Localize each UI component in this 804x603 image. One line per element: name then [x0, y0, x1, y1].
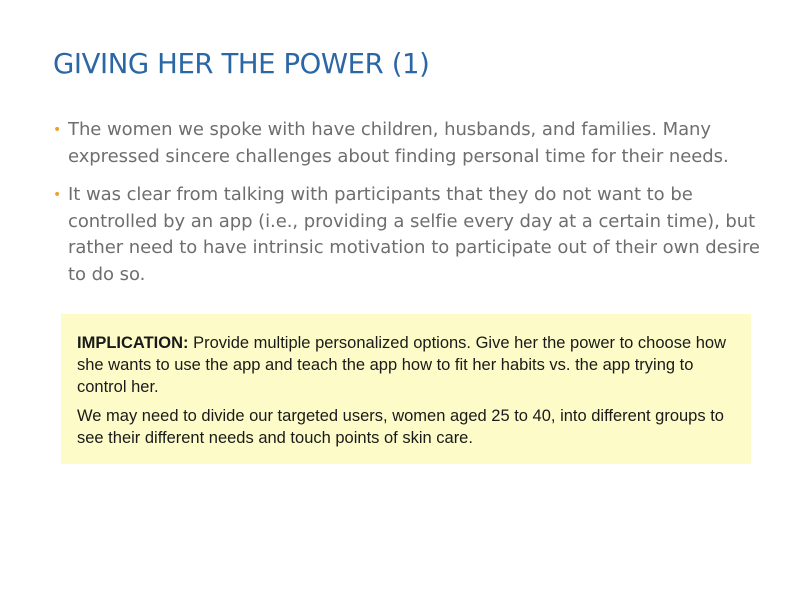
callout-text: Provide multiple personalized options. Give her the power to choose how she wants to use the app and teach the app how to fit her habits vs. the app trying to control her.	[77, 334, 726, 396]
callout-paragraph-1	[77, 332, 739, 398]
callout-label: IMPLICATION:	[77, 334, 189, 352]
callout-paragraph-2: We may need to divide our targeted users, women aged 25 to 40, into different groups to see their different needs and touch points of skin care.	[77, 407, 724, 447]
bullet-text: It was clear from talking with participants that they do not want to be controlled by an app (i.e., providing a selfie every day at a certain time), but rather need to have intrinsic motivation to participate out of their own desire to do so.	[68, 184, 760, 285]
bullet-item	[48, 182, 768, 288]
bullet-item	[48, 117, 768, 170]
bullet-marker-icon: •	[53, 187, 62, 203]
bullet-list	[48, 117, 768, 300]
bullet-marker-icon: •	[53, 122, 62, 138]
implication-callout	[61, 314, 751, 464]
bullet-text: The women we spoke with have children, husbands, and families. Many expressed sincere challenges about finding personal time for their needs.	[68, 119, 729, 167]
slide-title: GIVING HER THE POWER (1)	[53, 48, 430, 80]
